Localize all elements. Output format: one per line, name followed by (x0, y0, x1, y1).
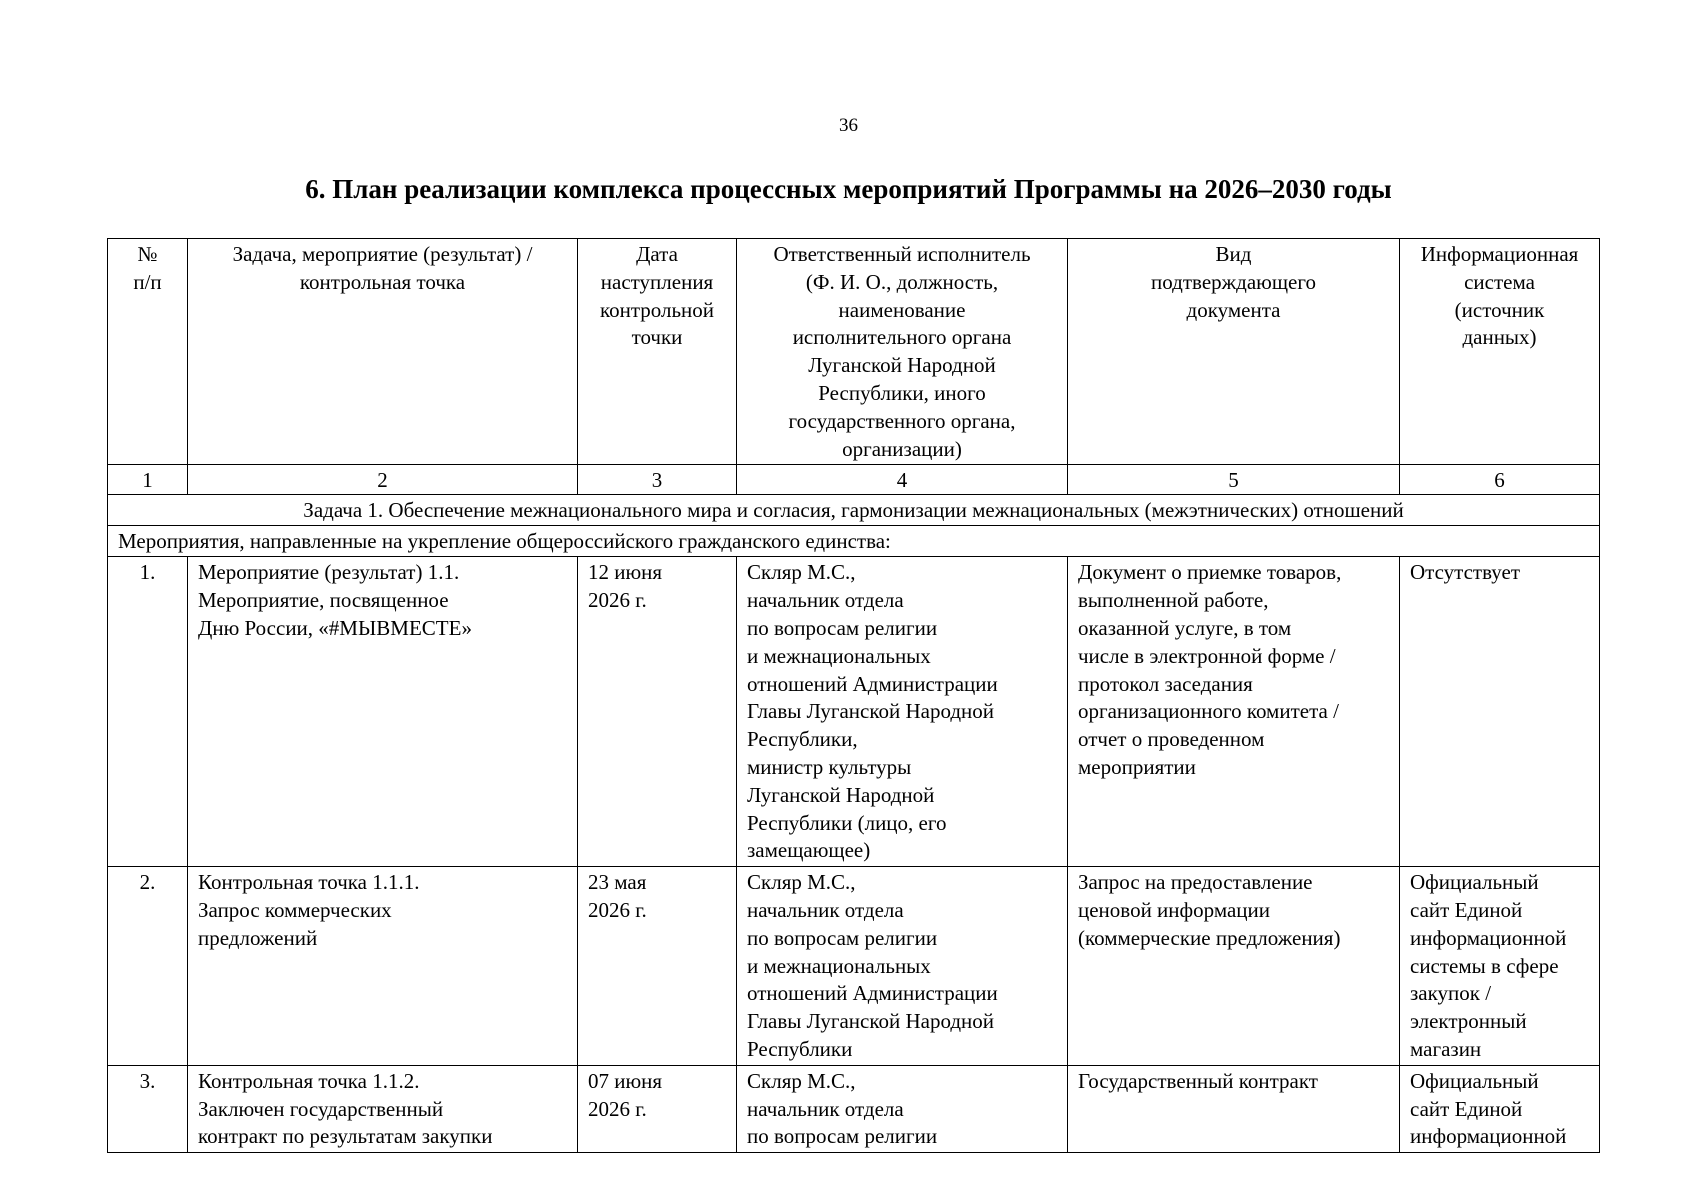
row-event: Контрольная точка 1.1.2. Заключен государственный контракт по результатам закупки (188, 1065, 578, 1152)
row-date: 07 июня 2026 г. (578, 1065, 737, 1152)
header-document: Вид подтверждающего документа (1068, 239, 1400, 465)
row-event: Мероприятие (результат) 1.1. Мероприятие, посвященное Дню России, «#МЫВМЕСТЕ» (188, 557, 578, 867)
page-number: 36 (839, 115, 858, 136)
table-row (108, 1065, 1600, 1152)
column-number: 6 (1400, 465, 1600, 495)
row-responsible: Скляр М.С., начальник отдела по вопросам религии и межнациональных отношений Администрации Главы Луганской Народной Республики (737, 867, 1068, 1066)
header-date: Дата наступления контрольной точки (578, 239, 737, 465)
row-number: 1. (108, 557, 188, 867)
row-responsible: Скляр М.С., начальник отдела по вопросам религии (737, 1065, 1068, 1152)
row-document: Документ о приемке товаров, выполненной работе, оказанной услуге, в том числе в электронной форме / протокол заседания организационного комитета / отчет о проведенном мероприятии (1068, 557, 1400, 867)
row-document: Запрос на предоставление ценовой информации (коммерческие предложения) (1068, 867, 1400, 1066)
row-event: Контрольная точка 1.1.1. Запрос коммерческих предложений (188, 867, 578, 1066)
row-date: 23 мая 2026 г. (578, 867, 737, 1066)
column-number: 5 (1068, 465, 1400, 495)
header-responsible: Ответственный исполнитель (Ф. И. О., должность, наименование исполнительного органа Луганской Народной Республики, иного государственного органа, организации) (737, 239, 1068, 465)
column-number: 1 (108, 465, 188, 495)
task-row (108, 495, 1600, 526)
header-number: № п/п (108, 239, 188, 465)
column-number: 2 (188, 465, 578, 495)
row-date: 12 июня 2026 г. (578, 557, 737, 867)
column-number-row (108, 465, 1600, 495)
row-responsible: Скляр М.С., начальник отдела по вопросам религии и межнациональных отношений Администрации Главы Луганской Народной Республики, министр культуры Луганской Народной Республики (лицо, его замещающее) (737, 557, 1068, 867)
header-system: Информационная система (источник данных) (1400, 239, 1600, 465)
table-row (108, 557, 1600, 867)
row-document: Государственный контракт (1068, 1065, 1400, 1152)
row-number: 2. (108, 867, 188, 1066)
row-system: Отсутствует (1400, 557, 1600, 867)
task-heading: Задача 1. Обеспечение межнационального мира и согласия, гармонизации межнациональных (межэтнических) отношений (108, 495, 1600, 526)
header-row (108, 239, 1600, 465)
column-number: 3 (578, 465, 737, 495)
row-system: Официальный сайт Единой информационной (1400, 1065, 1600, 1152)
plan-table (107, 238, 1600, 1153)
section-row (108, 526, 1600, 557)
table-row (108, 867, 1600, 1066)
row-system: Официальный сайт Единой информационной системы в сфере закупок / электронный магазин (1400, 867, 1600, 1066)
section-heading: Мероприятия, направленные на укрепление общероссийского гражданского единства: (108, 526, 1600, 557)
document-title: 6. План реализации комплекса процессных мероприятий Программы на 2026–2030 годы (305, 174, 1392, 204)
column-number: 4 (737, 465, 1068, 495)
row-number: 3. (108, 1065, 188, 1152)
header-event: Задача, мероприятие (результат) / контрольная точка (188, 239, 578, 465)
